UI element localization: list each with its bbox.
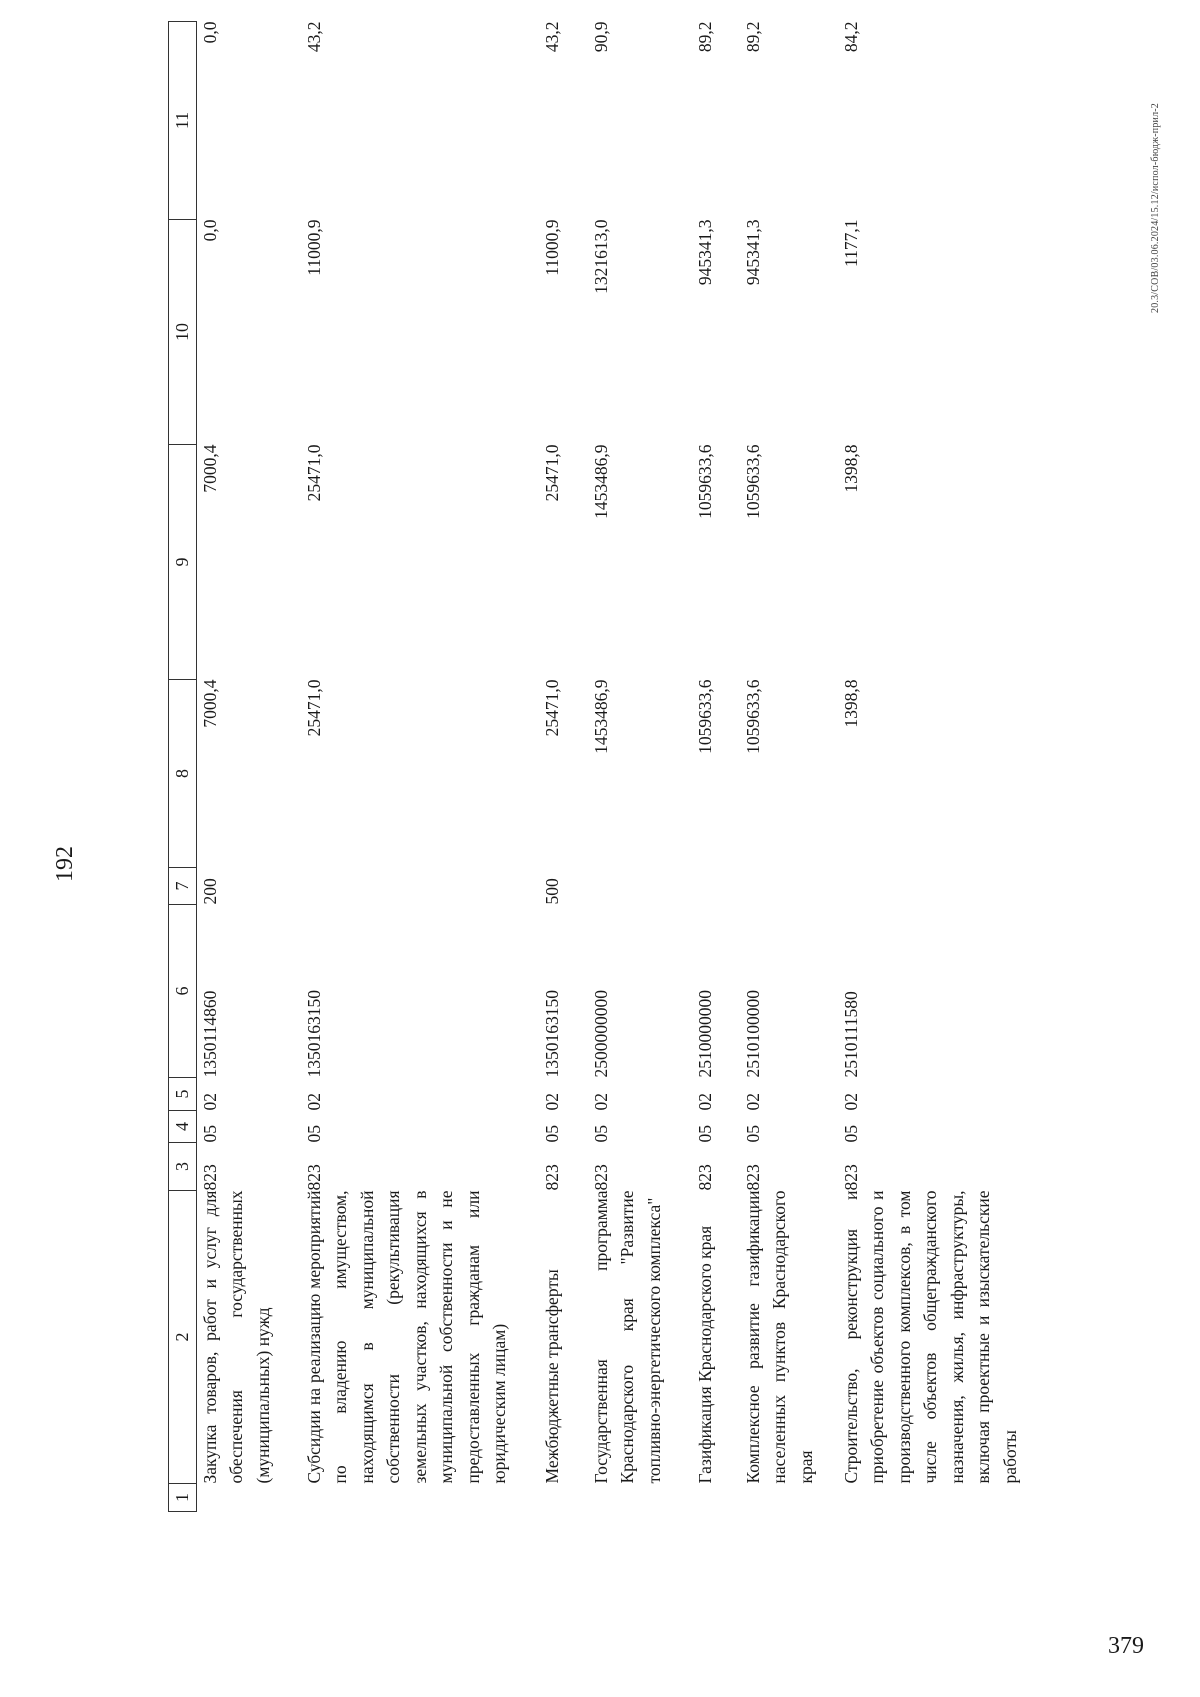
- column-number-header: 2: [169, 1191, 197, 1484]
- table-row: [692, 22, 740, 1512]
- amount-col-10: 1177,1: [840, 219, 861, 267]
- amount-col-10: 1321613,0: [590, 219, 611, 294]
- target-article-code: 1350163150: [303, 990, 324, 1078]
- percent-col-11: 89,2: [694, 21, 715, 53]
- section-code: 05: [541, 1125, 562, 1143]
- amount-col-10: 945341,3: [742, 219, 763, 286]
- column-number-header: 8: [169, 680, 197, 868]
- expense-type-code: [588, 868, 692, 905]
- row-number-cell: [588, 1484, 692, 1512]
- column-number-header: 5: [169, 1078, 197, 1111]
- amount-col-10: 0,0: [199, 219, 220, 242]
- expense-type-code: 200: [199, 878, 220, 905]
- column-number-header: 10: [169, 220, 197, 445]
- row-number-cell: [692, 1484, 740, 1512]
- amount-col-8: 1453486,9: [590, 679, 611, 754]
- grbs-code: 823: [840, 1164, 861, 1191]
- section-code: 05: [742, 1125, 763, 1143]
- item-name: Закупка товаров, работ и услуг для обеспечения государственных (муниципальных) нужд: [199, 1190, 273, 1484]
- page-number-top: 192: [52, 846, 78, 882]
- percent-col-11: 84,2: [840, 21, 861, 53]
- subsection-code: 02: [303, 1093, 324, 1111]
- table-row: [301, 22, 539, 1512]
- target-article-code: 2500000000: [590, 990, 611, 1078]
- row-number-cell: [301, 1484, 539, 1512]
- grbs-code: 823: [303, 1164, 324, 1191]
- subsection-code: 02: [199, 1093, 220, 1111]
- percent-col-11: 43,2: [303, 21, 324, 53]
- grbs-code: 823: [742, 1164, 763, 1191]
- section-code: 05: [199, 1125, 220, 1143]
- grbs-code: 823: [590, 1164, 611, 1191]
- table-row: [196, 22, 301, 1512]
- expense-type-code: [692, 868, 740, 905]
- section-code: 05: [590, 1125, 611, 1143]
- row-number-cell: [196, 1484, 301, 1512]
- item-name: Строительство, реконструкция и приобретение объектов социального и производственного комплексов, в том числе объектов общегражданского назначения, жилья, инфраструктуры, включая проектные и изыскательские работы: [840, 1190, 1020, 1484]
- percent-col-11: 43,2: [541, 21, 562, 53]
- amount-col-9: 25471,0: [541, 444, 562, 502]
- target-article-code: 2510000000: [694, 990, 715, 1078]
- amount-col-9: 1059633,6: [742, 444, 763, 519]
- section-code: 05: [694, 1125, 715, 1143]
- row-number-cell: [838, 1484, 1024, 1512]
- table-row: [740, 22, 838, 1512]
- row-number-cell: [539, 1484, 588, 1512]
- amount-col-8: 1398,8: [840, 679, 861, 728]
- column-number-header: 7: [169, 868, 197, 905]
- subsection-code: 02: [541, 1093, 562, 1111]
- target-article-code: 1350114860: [199, 990, 220, 1078]
- item-name: Межбюджетные трансферты: [541, 1269, 562, 1484]
- amount-col-8: 7000,4: [199, 679, 220, 728]
- column-number-header: 1: [169, 1484, 197, 1512]
- page-number-corner: 379: [1108, 1633, 1144, 1659]
- item-name: Субсидии на реализацию мероприятий по владению имуществом, находящимся в муниципальной собственности (рекультивация земельных участков, находящихся в муниципальной собственности и не предоставленных гражданам или юридическим лицам): [303, 1190, 509, 1484]
- subsection-code: 02: [742, 1093, 763, 1111]
- table-row: [539, 22, 588, 1512]
- expense-type-code: [301, 868, 539, 905]
- target-article-code: 2510100000: [742, 990, 763, 1078]
- subsection-code: 02: [590, 1093, 611, 1111]
- percent-col-11: 89,2: [742, 21, 763, 53]
- item-name: Государственная программа Краснодарского края "Развитие топливно-энергетического комплекса": [590, 1190, 664, 1484]
- amount-col-9: 1453486,9: [590, 444, 611, 519]
- row-number-cell: [740, 1484, 838, 1512]
- target-article-code: 1350163150: [541, 990, 562, 1078]
- target-article-code: 2510111580: [840, 991, 861, 1078]
- amount-col-10: 11000,9: [303, 219, 324, 276]
- percent-col-11: 90,9: [590, 21, 611, 53]
- subsection-code: 02: [840, 1093, 861, 1111]
- percent-col-11: 0,0: [199, 21, 220, 44]
- item-name: Комплексное развитие газификации населенных пунктов Краснодарского края: [742, 1190, 816, 1484]
- column-number-header: 4: [169, 1111, 197, 1143]
- amount-col-9: 1398,8: [840, 444, 861, 493]
- subsection-code: 02: [694, 1093, 715, 1111]
- column-number-header: 11: [169, 22, 197, 220]
- grbs-code: 823: [541, 1164, 562, 1191]
- section-code: 05: [303, 1125, 324, 1143]
- expense-type-code: 500: [541, 878, 562, 905]
- amount-col-10: 945341,3: [694, 219, 715, 286]
- column-number-row: [169, 22, 197, 1512]
- amount-col-8: 25471,0: [303, 679, 324, 737]
- amount-col-8: 1059633,6: [694, 679, 715, 754]
- grbs-code: 823: [694, 1164, 715, 1191]
- amount-col-8: 1059633,6: [742, 679, 763, 754]
- amount-col-9: 7000,4: [199, 444, 220, 493]
- expense-type-code: [740, 868, 838, 905]
- column-number-header: 6: [169, 905, 197, 1078]
- amount-col-8: 25471,0: [541, 679, 562, 737]
- column-number-header: 9: [169, 445, 197, 680]
- table-row: [838, 22, 1024, 1512]
- budget-table: [168, 21, 1023, 1512]
- amount-col-9: 1059633,6: [694, 444, 715, 519]
- amount-col-9: 25471,0: [303, 444, 324, 502]
- column-number-header: 3: [169, 1143, 197, 1191]
- grbs-code: 823: [199, 1164, 220, 1191]
- item-name: Газификация Краснодарского края: [694, 1225, 715, 1484]
- section-code: 05: [840, 1125, 861, 1143]
- table-row: [588, 22, 692, 1512]
- amount-col-10: 11000,9: [541, 219, 562, 276]
- expense-type-code: [838, 868, 1024, 905]
- document-code: 20.3/СОВ/03.06.2024/15.12/испол-бюдж-прил-2: [1150, 102, 1161, 313]
